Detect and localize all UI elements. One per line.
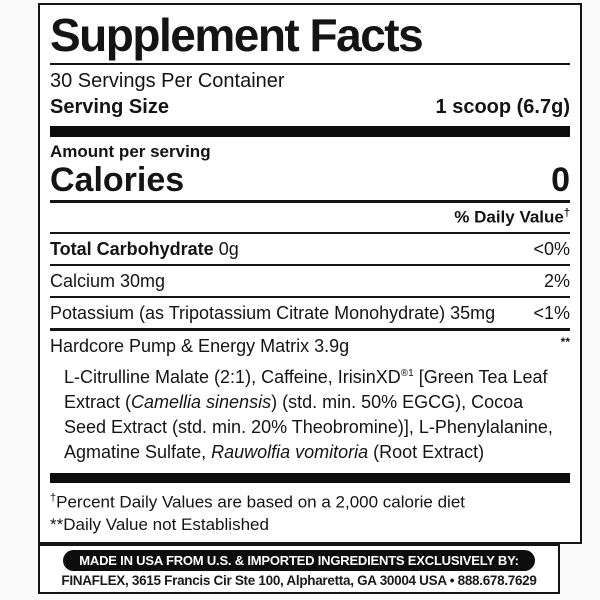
footnote-symbol: † (50, 491, 57, 504)
nutrient-dv: 2% (543, 270, 570, 291)
calories-label: Calories (50, 161, 185, 199)
footnote-text: Percent Daily Values are based on a 2,000 calorie diet (56, 492, 466, 512)
footnote-not-established (50, 513, 570, 536)
calories-value: 0 (551, 161, 570, 199)
nutrient-name: Potassium (as Tripotassium Citrate Monohydrate) 35mg (50, 302, 496, 323)
panel-title: Supplement Facts (50, 9, 423, 61)
nutrient-name (50, 237, 239, 261)
manufacturer-address: FINAFLEX, 3615 Francis Cir Ste 100, Alpharetta, GA 30004 USA • 888.678.7629 (61, 572, 537, 588)
manufacturer-footer (38, 544, 560, 594)
nutrient-name: Calcium 30mg (50, 270, 166, 291)
made-in-usa-badge: MADE IN USA FROM U.S. & IMPORTED INGREDIENTS EXCLUSIVELY BY: (63, 550, 534, 571)
nutrient-dv: <1% (533, 302, 570, 323)
daily-value-header (50, 203, 570, 232)
divider (50, 63, 570, 65)
matrix-ingredients-description: L-Citrulline Malate (2:1), Caffeine, IrisinXD$^{®1}$ [Green Tea Leaf Extract (Camellia sinensis) (std. min. 50% EGCG), Cocoa Seed Extract (std. min. 20% Theobromine)], L-Phenylalanine, Agmatine Sulfate, Rauwolfia vomitoria (Root Extract) (64, 366, 553, 462)
nutrient-name: Hardcore Pump & Energy Matrix 3.9g (50, 335, 350, 356)
footnote-symbol: ** (50, 515, 64, 535)
nutrient-row-calcium (50, 266, 570, 296)
nutrient-row-potassium (50, 298, 570, 328)
servings-per-container: 30 Servings Per Container (50, 70, 285, 92)
footnote-daily-value (50, 487, 570, 514)
amount-per-serving-label: Amount per serving (50, 142, 211, 161)
calories-row (50, 162, 570, 198)
thick-divider-bar (50, 473, 570, 483)
nutrient-amount: 0g (218, 238, 239, 259)
supplement-facts-panel (38, 3, 582, 544)
nutrient-row-total-carbohydrate (50, 234, 570, 264)
nutrient-dv: ** (560, 334, 570, 349)
daily-value-dagger: † (563, 207, 570, 219)
nutrient-row-matrix (50, 331, 570, 361)
nutrient-name-bold: Total Carbohydrate (50, 238, 214, 259)
daily-value-header-text: % Daily Value (454, 207, 564, 227)
serving-size-row (50, 95, 570, 119)
thick-divider-bar (50, 126, 570, 137)
serving-size-label: Serving Size (50, 96, 169, 118)
serving-size-value: 1 scoop (6.7g) (435, 96, 570, 118)
nutrient-dv: <0% (533, 238, 570, 259)
footnotes (50, 483, 570, 543)
footnote-text: Daily Value not Established (63, 515, 269, 535)
